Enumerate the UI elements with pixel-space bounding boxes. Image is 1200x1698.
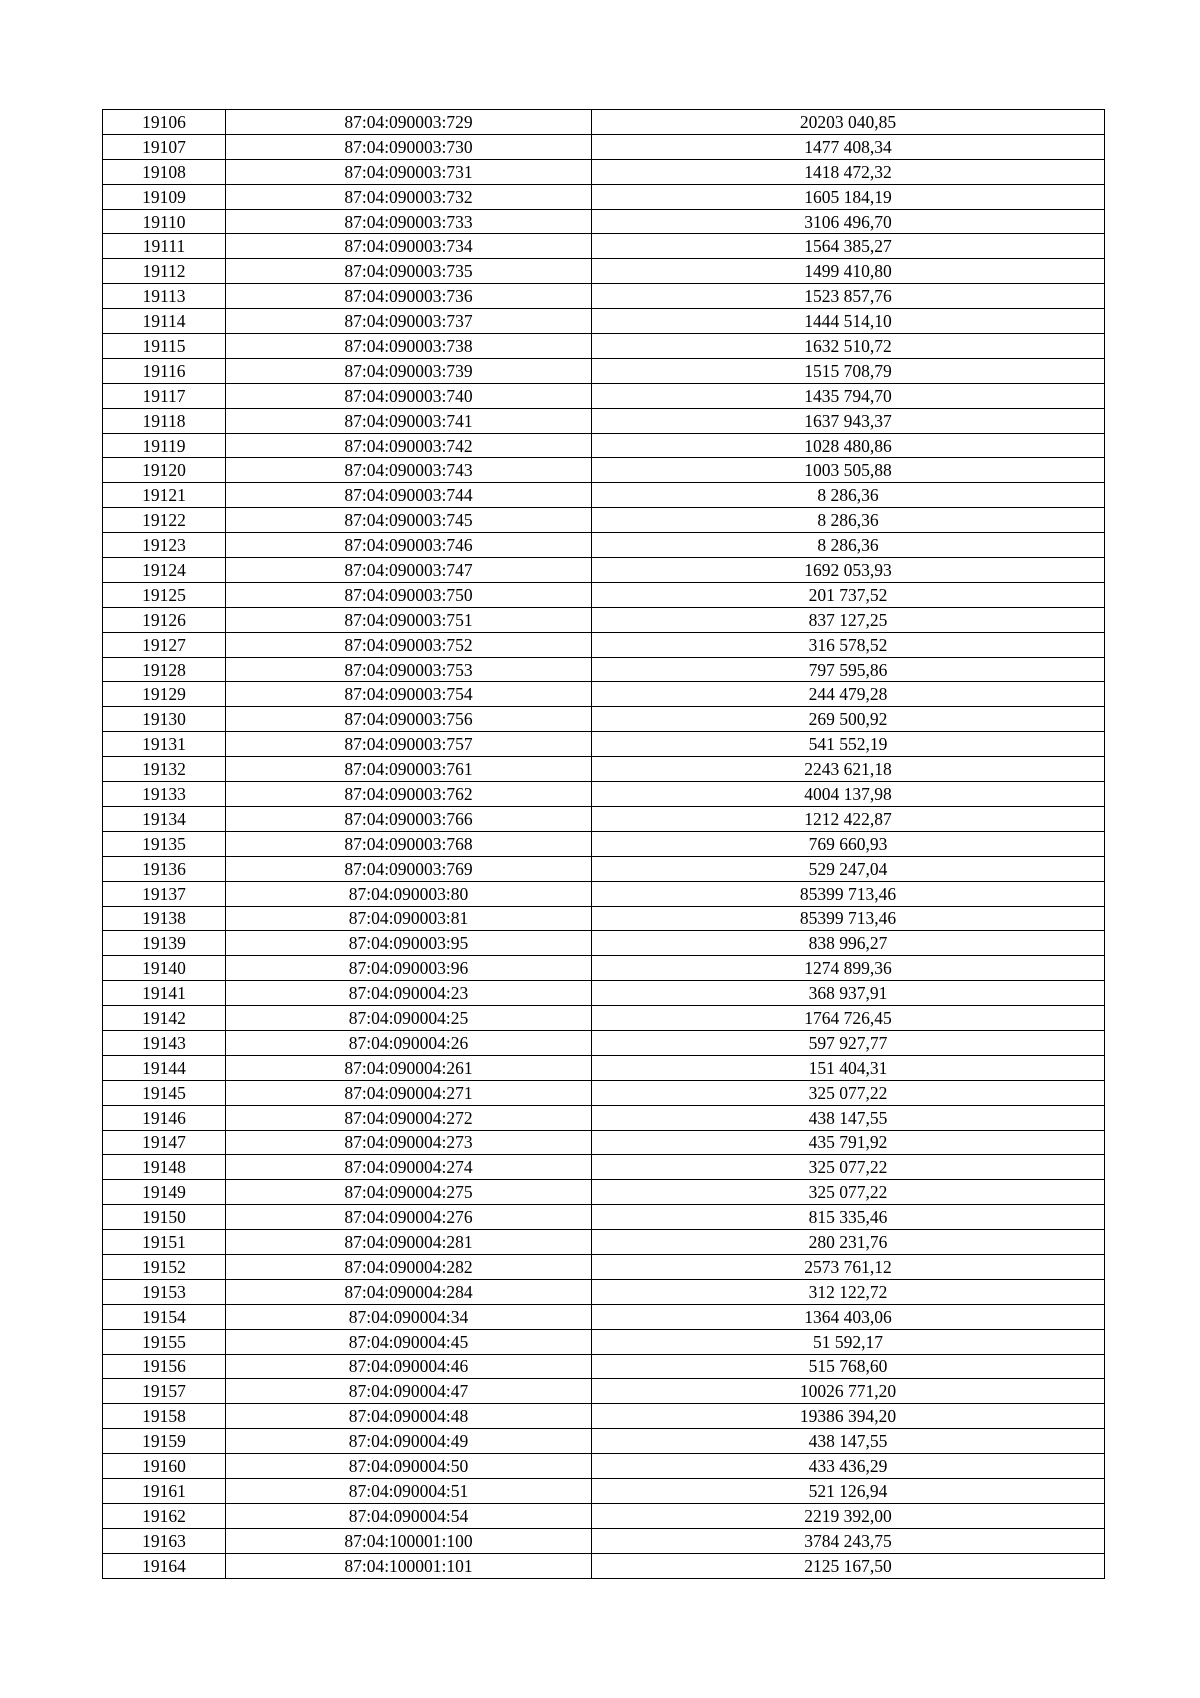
row-number-cell: 19151: [103, 1230, 226, 1255]
row-number-cell: 19116: [103, 358, 226, 383]
cadastral-number-cell: 87:04:090004:54: [226, 1503, 592, 1528]
cadastral-number-cell: 87:04:090003:729: [226, 110, 592, 135]
cadastral-value-cell: 1499 410,80: [592, 259, 1105, 284]
cadastral-number-cell: 87:04:090003:744: [226, 483, 592, 508]
table-row: [103, 682, 1105, 707]
cadastral-number-cell: 87:04:090003:732: [226, 184, 592, 209]
row-number-cell: 19132: [103, 757, 226, 782]
row-number-cell: 19112: [103, 259, 226, 284]
cadastral-value-cell: 1435 794,70: [592, 383, 1105, 408]
cadastral-number-cell: 87:04:090004:261: [226, 1055, 592, 1080]
cadastral-number-cell: 87:04:090003:735: [226, 259, 592, 284]
row-number-cell: 19139: [103, 931, 226, 956]
row-number-cell: 19160: [103, 1454, 226, 1479]
cadastral-number-cell: 87:04:090004:23: [226, 981, 592, 1006]
table-row: [103, 533, 1105, 558]
cadastral-value-cell: 325 077,22: [592, 1155, 1105, 1180]
cadastral-number-cell: 87:04:090004:273: [226, 1130, 592, 1155]
table-row: [103, 956, 1105, 981]
row-number-cell: 19149: [103, 1180, 226, 1205]
table-row: [103, 1055, 1105, 1080]
table-row: [103, 981, 1105, 1006]
cadastral-number-cell: 87:04:090003:738: [226, 334, 592, 359]
cadastral-number-cell: 87:04:090004:47: [226, 1379, 592, 1404]
cadastral-value-cell: 8 286,36: [592, 483, 1105, 508]
table-row: [103, 1080, 1105, 1105]
cadastral-value-cell: 151 404,31: [592, 1055, 1105, 1080]
row-number-cell: 19131: [103, 732, 226, 757]
table-row: [103, 1130, 1105, 1155]
cadastral-number-cell: 87:04:090004:282: [226, 1254, 592, 1279]
cadastral-number-cell: 87:04:090003:733: [226, 209, 592, 234]
table-row: [103, 234, 1105, 259]
cadastral-number-cell: 87:04:090004:274: [226, 1155, 592, 1180]
cadastral-value-cell: 1003 505,88: [592, 458, 1105, 483]
cadastral-value-cell: 269 500,92: [592, 707, 1105, 732]
cadastral-number-cell: 87:04:090003:80: [226, 881, 592, 906]
row-number-cell: 19128: [103, 657, 226, 682]
cadastral-value-cell: 1028 480,86: [592, 433, 1105, 458]
row-number-cell: 19147: [103, 1130, 226, 1155]
cadastral-value-cell: 85399 713,46: [592, 906, 1105, 931]
cadastral-value-cell: 8 286,36: [592, 533, 1105, 558]
row-number-cell: 19146: [103, 1105, 226, 1130]
cadastral-number-cell: 87:04:090003:736: [226, 284, 592, 309]
table-row: [103, 906, 1105, 931]
table-row: [103, 458, 1105, 483]
row-number-cell: 19123: [103, 533, 226, 558]
row-number-cell: 19124: [103, 558, 226, 583]
table-row: [103, 383, 1105, 408]
row-number-cell: 19150: [103, 1205, 226, 1230]
table-row: [103, 931, 1105, 956]
table-row: [103, 757, 1105, 782]
cadastral-value-cell: 1692 053,93: [592, 558, 1105, 583]
row-number-cell: 19145: [103, 1080, 226, 1105]
cadastral-number-cell: 87:04:100001:101: [226, 1553, 592, 1578]
row-number-cell: 19158: [103, 1404, 226, 1429]
row-number-cell: 19119: [103, 433, 226, 458]
row-number-cell: 19122: [103, 508, 226, 533]
cadastral-value-cell: 837 127,25: [592, 607, 1105, 632]
table-row: [103, 1304, 1105, 1329]
cadastral-number-cell: 87:04:090004:271: [226, 1080, 592, 1105]
table-body: [103, 110, 1105, 1579]
table-row: [103, 1105, 1105, 1130]
cadastral-value-cell: 8 286,36: [592, 508, 1105, 533]
cadastral-number-cell: 87:04:090003:754: [226, 682, 592, 707]
row-number-cell: 19140: [103, 956, 226, 981]
cadastral-value-cell: 815 335,46: [592, 1205, 1105, 1230]
row-number-cell: 19133: [103, 782, 226, 807]
cadastral-number-cell: 87:04:090004:49: [226, 1429, 592, 1454]
table-row: [103, 309, 1105, 334]
table-row: [103, 508, 1105, 533]
table-row: [103, 1279, 1105, 1304]
table-row: [103, 159, 1105, 184]
cadastral-value-cell: 1274 899,36: [592, 956, 1105, 981]
table-row: [103, 657, 1105, 682]
table-row: [103, 881, 1105, 906]
table-row: [103, 1180, 1105, 1205]
cadastral-value-cell: 10026 771,20: [592, 1379, 1105, 1404]
row-number-cell: 19126: [103, 607, 226, 632]
cadastral-value-cell: 2573 761,12: [592, 1254, 1105, 1279]
cadastral-value-cell: 515 768,60: [592, 1354, 1105, 1379]
cadastral-number-cell: 87:04:100001:100: [226, 1528, 592, 1553]
cadastral-value-cell: 797 595,86: [592, 657, 1105, 682]
cadastral-value-cell: 3106 496,70: [592, 209, 1105, 234]
row-number-cell: 19134: [103, 806, 226, 831]
cadastral-value-cell: 769 660,93: [592, 831, 1105, 856]
row-number-cell: 19106: [103, 110, 226, 135]
row-number-cell: 19138: [103, 906, 226, 931]
cadastral-value-cell: 433 436,29: [592, 1454, 1105, 1479]
cadastral-value-cell: 20203 040,85: [592, 110, 1105, 135]
row-number-cell: 19161: [103, 1478, 226, 1503]
table-row: [103, 184, 1105, 209]
cadastral-number-cell: 87:04:090003:752: [226, 632, 592, 657]
row-number-cell: 19125: [103, 582, 226, 607]
row-number-cell: 19159: [103, 1429, 226, 1454]
cadastral-number-cell: 87:04:090003:741: [226, 408, 592, 433]
row-number-cell: 19137: [103, 881, 226, 906]
row-number-cell: 19129: [103, 682, 226, 707]
table-row: [103, 1379, 1105, 1404]
table-row: [103, 433, 1105, 458]
row-number-cell: 19127: [103, 632, 226, 657]
cadastral-number-cell: 87:04:090004:284: [226, 1279, 592, 1304]
table-row: [103, 284, 1105, 309]
cadastral-value-cell: 368 937,91: [592, 981, 1105, 1006]
cadastral-value-cell: 316 578,52: [592, 632, 1105, 657]
table-row: [103, 1503, 1105, 1528]
cadastral-value-cell: 2219 392,00: [592, 1503, 1105, 1528]
table-row: [103, 134, 1105, 159]
cadastral-value-cell: 838 996,27: [592, 931, 1105, 956]
cadastral-number-cell: 87:04:090004:276: [226, 1205, 592, 1230]
cadastral-value-cell: 521 126,94: [592, 1478, 1105, 1503]
cadastral-number-cell: 87:04:090004:46: [226, 1354, 592, 1379]
cadastral-value-cell: 1605 184,19: [592, 184, 1105, 209]
cadastral-number-cell: 87:04:090003:743: [226, 458, 592, 483]
cadastral-number-cell: 87:04:090004:34: [226, 1304, 592, 1329]
cadastral-number-cell: 87:04:090004:275: [226, 1180, 592, 1205]
table-row: [103, 334, 1105, 359]
document-page: [102, 109, 1104, 1579]
cadastral-number-cell: 87:04:090004:272: [226, 1105, 592, 1130]
row-number-cell: 19109: [103, 184, 226, 209]
cadastral-value-cell: 85399 713,46: [592, 881, 1105, 906]
cadastral-number-cell: 87:04:090003:761: [226, 757, 592, 782]
cadastral-number-cell: 87:04:090003:95: [226, 931, 592, 956]
row-number-cell: 19156: [103, 1354, 226, 1379]
row-number-cell: 19118: [103, 408, 226, 433]
table-row: [103, 607, 1105, 632]
row-number-cell: 19115: [103, 334, 226, 359]
row-number-cell: 19141: [103, 981, 226, 1006]
cadastral-number-cell: 87:04:090003:737: [226, 309, 592, 334]
table-row: [103, 632, 1105, 657]
cadastral-value-cell: 435 791,92: [592, 1130, 1105, 1155]
row-number-cell: 19163: [103, 1528, 226, 1553]
cadastral-number-cell: 87:04:090003:769: [226, 856, 592, 881]
table-row: [103, 582, 1105, 607]
cadastral-value-cell: 312 122,72: [592, 1279, 1105, 1304]
row-number-cell: 19107: [103, 134, 226, 159]
cadastral-number-cell: 87:04:090004:281: [226, 1230, 592, 1255]
table-row: [103, 782, 1105, 807]
cadastral-value-cell: 438 147,55: [592, 1105, 1105, 1130]
table-row: [103, 732, 1105, 757]
cadastral-value-table: [102, 109, 1105, 1579]
cadastral-value-cell: 1364 403,06: [592, 1304, 1105, 1329]
row-number-cell: 19148: [103, 1155, 226, 1180]
cadastral-number-cell: 87:04:090004:48: [226, 1404, 592, 1429]
cadastral-number-cell: 87:04:090003:731: [226, 159, 592, 184]
row-number-cell: 19108: [103, 159, 226, 184]
cadastral-number-cell: 87:04:090004:26: [226, 1030, 592, 1055]
cadastral-number-cell: 87:04:090003:96: [226, 956, 592, 981]
table-row: [103, 259, 1105, 284]
row-number-cell: 19162: [103, 1503, 226, 1528]
cadastral-value-cell: 1564 385,27: [592, 234, 1105, 259]
cadastral-value-cell: 2243 621,18: [592, 757, 1105, 782]
cadastral-number-cell: 87:04:090003:751: [226, 607, 592, 632]
cadastral-value-cell: 597 927,77: [592, 1030, 1105, 1055]
cadastral-number-cell: 87:04:090003:766: [226, 806, 592, 831]
table-row: [103, 806, 1105, 831]
row-number-cell: 19144: [103, 1055, 226, 1080]
cadastral-value-cell: 1444 514,10: [592, 309, 1105, 334]
row-number-cell: 19113: [103, 284, 226, 309]
table-row: [103, 1404, 1105, 1429]
cadastral-number-cell: 87:04:090003:742: [226, 433, 592, 458]
cadastral-value-cell: 438 147,55: [592, 1429, 1105, 1454]
table-row: [103, 1155, 1105, 1180]
row-number-cell: 19153: [103, 1279, 226, 1304]
cadastral-value-cell: 1212 422,87: [592, 806, 1105, 831]
table-row: [103, 1528, 1105, 1553]
row-number-cell: 19130: [103, 707, 226, 732]
table-row: [103, 1553, 1105, 1578]
table-row: [103, 483, 1105, 508]
cadastral-value-cell: 19386 394,20: [592, 1404, 1105, 1429]
row-number-cell: 19121: [103, 483, 226, 508]
row-number-cell: 19143: [103, 1030, 226, 1055]
row-number-cell: 19111: [103, 234, 226, 259]
cadastral-number-cell: 87:04:090003:745: [226, 508, 592, 533]
table-row: [103, 110, 1105, 135]
cadastral-value-cell: 51 592,17: [592, 1329, 1105, 1354]
cadastral-value-cell: 1418 472,32: [592, 159, 1105, 184]
table-row: [103, 856, 1105, 881]
cadastral-value-cell: 3784 243,75: [592, 1528, 1105, 1553]
cadastral-number-cell: 87:04:090003:734: [226, 234, 592, 259]
cadastral-value-cell: 4004 137,98: [592, 782, 1105, 807]
table-row: [103, 209, 1105, 234]
cadastral-value-cell: 244 479,28: [592, 682, 1105, 707]
cadastral-number-cell: 87:04:090003:768: [226, 831, 592, 856]
table-row: [103, 831, 1105, 856]
cadastral-number-cell: 87:04:090003:757: [226, 732, 592, 757]
table-row: [103, 1205, 1105, 1230]
cadastral-number-cell: 87:04:090003:81: [226, 906, 592, 931]
row-number-cell: 19110: [103, 209, 226, 234]
table-row: [103, 1230, 1105, 1255]
table-row: [103, 358, 1105, 383]
cadastral-value-cell: 1523 857,76: [592, 284, 1105, 309]
cadastral-number-cell: 87:04:090004:51: [226, 1478, 592, 1503]
row-number-cell: 19152: [103, 1254, 226, 1279]
table-row: [103, 1429, 1105, 1454]
cadastral-number-cell: 87:04:090003:747: [226, 558, 592, 583]
cadastral-number-cell: 87:04:090003:746: [226, 533, 592, 558]
row-number-cell: 19135: [103, 831, 226, 856]
cadastral-value-cell: 1477 408,34: [592, 134, 1105, 159]
table-row: [103, 707, 1105, 732]
table-row: [103, 1478, 1105, 1503]
row-number-cell: 19114: [103, 309, 226, 334]
cadastral-value-cell: 325 077,22: [592, 1080, 1105, 1105]
cadastral-number-cell: 87:04:090003:762: [226, 782, 592, 807]
row-number-cell: 19142: [103, 1006, 226, 1031]
table-row: [103, 1030, 1105, 1055]
cadastral-value-cell: 201 737,52: [592, 582, 1105, 607]
cadastral-value-cell: 529 247,04: [592, 856, 1105, 881]
cadastral-number-cell: 87:04:090004:50: [226, 1454, 592, 1479]
cadastral-number-cell: 87:04:090004:25: [226, 1006, 592, 1031]
cadastral-value-cell: 1515 708,79: [592, 358, 1105, 383]
cadastral-value-cell: 1632 510,72: [592, 334, 1105, 359]
row-number-cell: 19117: [103, 383, 226, 408]
table-row: [103, 408, 1105, 433]
cadastral-value-cell: 2125 167,50: [592, 1553, 1105, 1578]
row-number-cell: 19154: [103, 1304, 226, 1329]
cadastral-value-cell: 1637 943,37: [592, 408, 1105, 433]
table-row: [103, 1006, 1105, 1031]
cadastral-number-cell: 87:04:090003:739: [226, 358, 592, 383]
cadastral-number-cell: 87:04:090004:45: [226, 1329, 592, 1354]
table-row: [103, 1354, 1105, 1379]
cadastral-number-cell: 87:04:090003:740: [226, 383, 592, 408]
table-row: [103, 1454, 1105, 1479]
row-number-cell: 19157: [103, 1379, 226, 1404]
cadastral-value-cell: 541 552,19: [592, 732, 1105, 757]
cadastral-value-cell: 1764 726,45: [592, 1006, 1105, 1031]
row-number-cell: 19155: [103, 1329, 226, 1354]
cadastral-value-cell: 280 231,76: [592, 1230, 1105, 1255]
cadastral-value-cell: 325 077,22: [592, 1180, 1105, 1205]
cadastral-number-cell: 87:04:090003:730: [226, 134, 592, 159]
cadastral-number-cell: 87:04:090003:756: [226, 707, 592, 732]
cadastral-number-cell: 87:04:090003:750: [226, 582, 592, 607]
table-row: [103, 1329, 1105, 1354]
table-row: [103, 558, 1105, 583]
cadastral-number-cell: 87:04:090003:753: [226, 657, 592, 682]
table-row: [103, 1254, 1105, 1279]
row-number-cell: 19136: [103, 856, 226, 881]
row-number-cell: 19120: [103, 458, 226, 483]
row-number-cell: 19164: [103, 1553, 226, 1578]
